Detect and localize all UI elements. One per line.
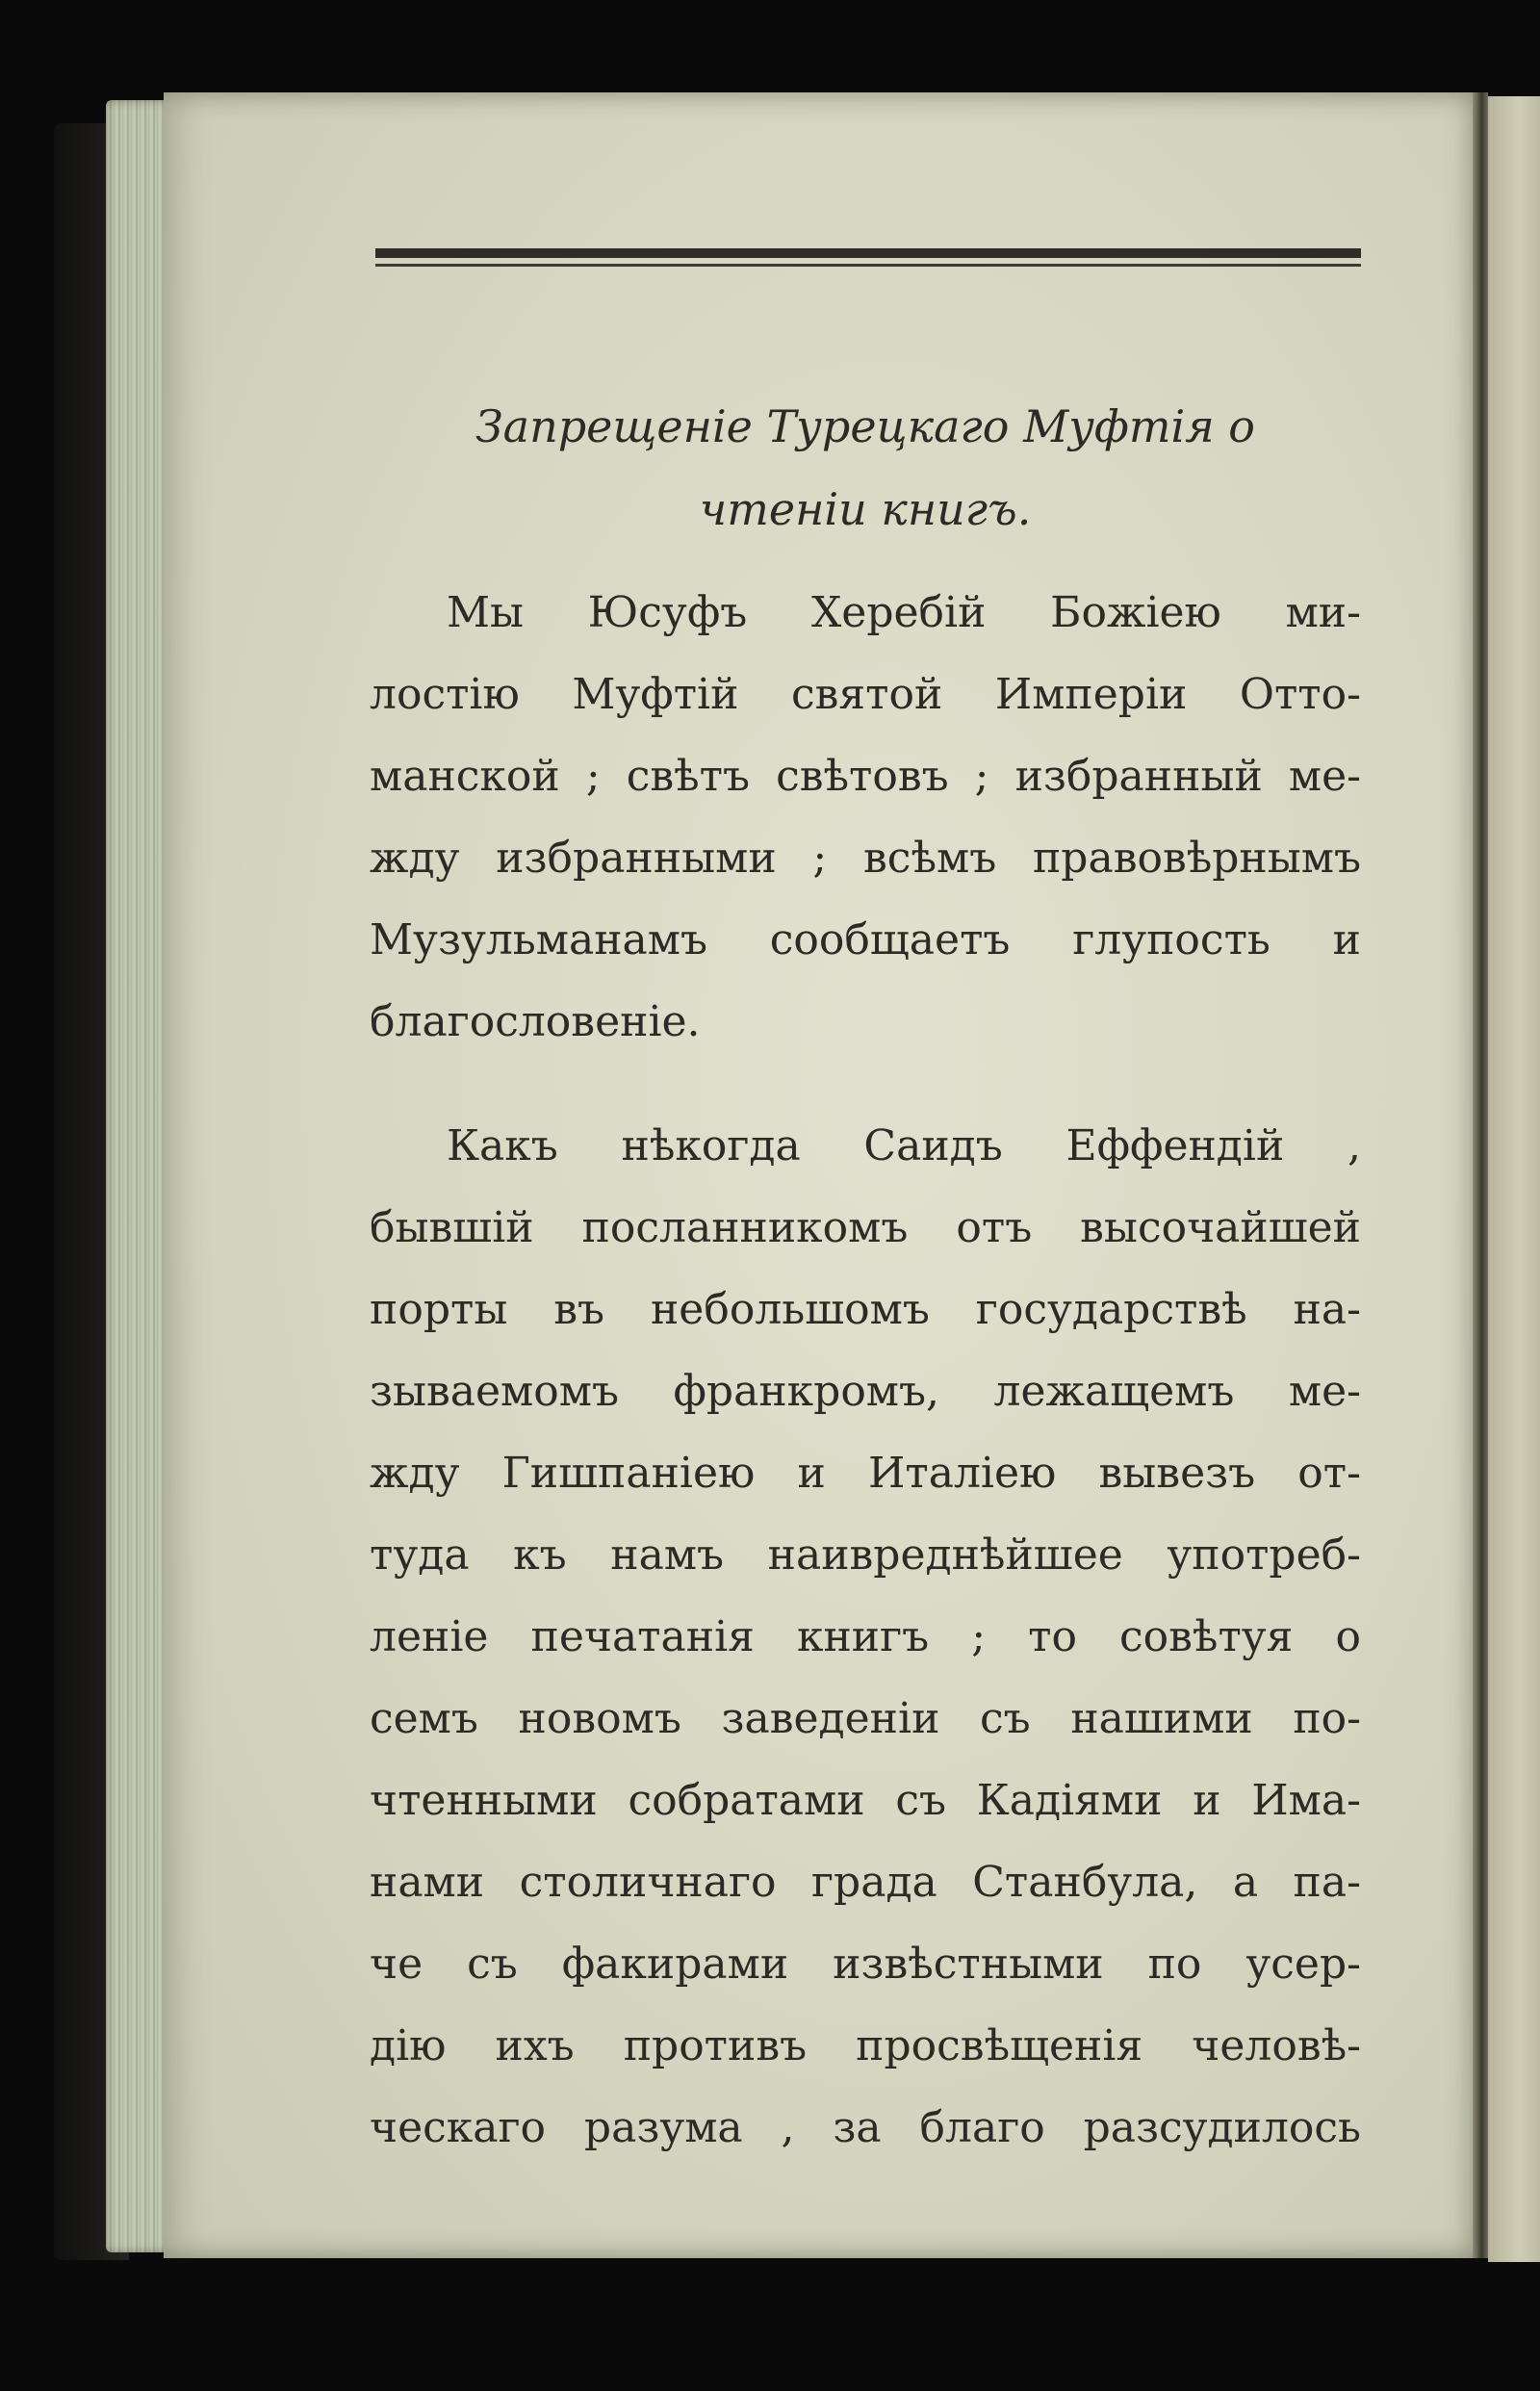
text-line: че съ факирами извѣстными по усер- — [370, 1940, 1361, 1989]
page-text — [370, 385, 1361, 2169]
text-line: нами столичнаго града Станбула, а па- — [370, 1858, 1361, 1907]
text-line: леніе печатанія книгъ ; то совѣтуя о — [370, 1612, 1361, 1661]
text-line: лостію Муфтій святой Имперіи Отто- — [370, 670, 1361, 719]
text-line: бывшій посланникомъ отъ высочайшей — [370, 1203, 1361, 1252]
header-rule-thin — [375, 264, 1361, 267]
paragraph-decree — [370, 572, 1361, 1063]
text-line: порты въ небольшомъ государствѣ на- — [370, 1285, 1361, 1334]
text-line: Музульманамъ сообщаетъ глупость и — [370, 915, 1361, 964]
text-line: жду избранными ; всѣмъ правовѣрнымъ — [370, 834, 1361, 883]
title-line-1: Запрещеніе Турецкаго Муфтія о — [475, 400, 1255, 452]
paragraph-body — [370, 1105, 1361, 2169]
chapter-title — [370, 385, 1361, 551]
text-line: ческаго разума , за благо разсудилось — [370, 2103, 1361, 2152]
text-line: зываемомъ франкромъ, лежащемъ ме- — [370, 1367, 1361, 1416]
text-line: чтенными собратами съ Кадіями и Има- — [370, 1776, 1361, 1825]
text-line: Мы Юсуфъ Херебій Божіею ми- — [447, 588, 1361, 637]
text-line: благословеніе. — [370, 997, 701, 1046]
text-line: дію ихъ противъ просвѣщенія человѣ- — [370, 2021, 1361, 2070]
text-line: манской ; свѣтъ свѣтовъ ; избранный ме- — [370, 752, 1361, 801]
header-rule-thick — [375, 248, 1361, 258]
text-line: туда къ намъ наивреднѣйшее употреб- — [370, 1530, 1361, 1580]
facing-page-edge — [1488, 96, 1540, 2262]
text-line: Какъ нѣкогда Саидъ Еффендій , — [447, 1121, 1361, 1170]
text-line: жду Гишпаніею и Италіею вывезъ от- — [370, 1449, 1361, 1498]
text-line: семъ новомъ заведеніи съ нашими по- — [370, 1694, 1361, 1743]
book-gutter — [1473, 92, 1488, 2258]
title-line-2: чтеніи книгъ. — [699, 483, 1032, 535]
